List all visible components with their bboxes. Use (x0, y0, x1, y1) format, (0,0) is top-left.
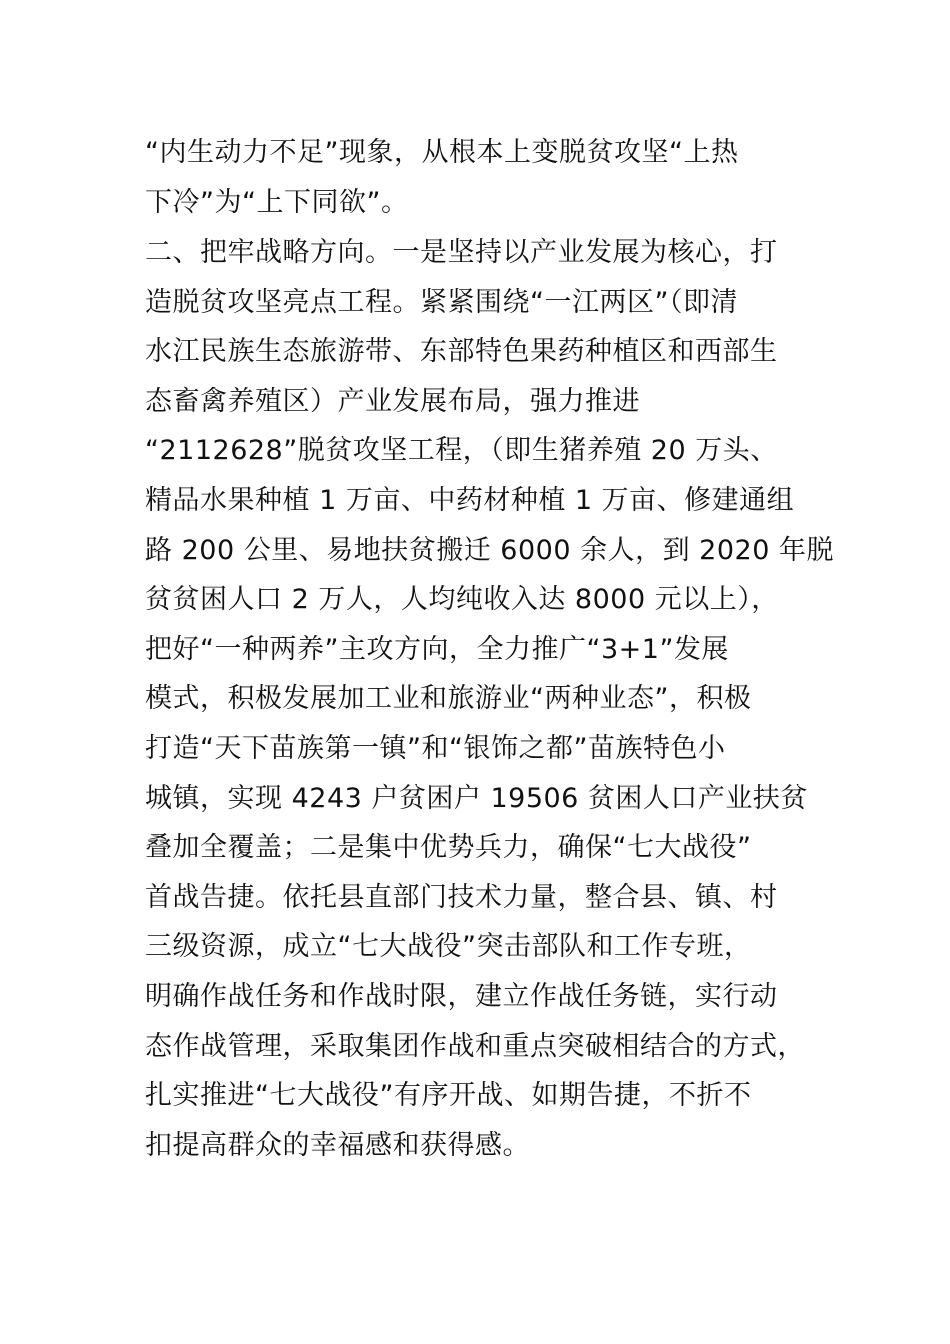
text-line: 扎实推进“七大战役”有序开战、如期告捷，不折不 (145, 1080, 752, 1112)
text-line: 下冷”为“上下同欲”。 (145, 186, 409, 218)
text-line: 模式，积极发展加工业和旅游业“两种业态”，积极 (145, 683, 752, 715)
text-line: 明确作战任务和作战时限，建立作战任务链，实行动 (145, 980, 778, 1012)
text-line: 态畜禽养殖区）产业发展布局，强力推进 (145, 385, 640, 417)
paragraph-2 (145, 228, 834, 1170)
text-line: 打造“天下苗族第一镇”和“银饰之都”苗族特色小 (145, 732, 726, 764)
text-line: 二、把牢战略方向。一是坚持以产业发展为核心，打 (145, 237, 778, 268)
text-line: 把好“一种两养”主攻方向，全力推广“3+1”发展 (145, 633, 729, 665)
text-line: 贫贫困人口 2 万人，人均纯收入达 8000 元以上）， (145, 584, 779, 616)
text-line: 精品水果种植 1 万亩、中药材种植 1 万亩、修建通组 (145, 484, 795, 516)
text-line: 扣提高群众的幸福感和获得感。 (145, 1129, 530, 1161)
text-line: 叠加全覆盖；二是集中优势兵力，确保“七大战役” (145, 832, 752, 864)
text-line: 三级资源，成立“七大战役”突击部队和工作专班， (145, 931, 752, 963)
text-line: 首战告捷。依托县直部门技术力量，整合县、镇、村 (145, 881, 778, 913)
text-line: 路 200 公里、易地扶贫搬迁 6000 余人，到 2020 年脱 (145, 534, 834, 566)
text-line: “内生动力不足”现象，从根本上变脱贫攻坚“上热 (145, 137, 739, 168)
text-line: 水江民族生态旅游带、东部特色果药种植区和西部生 (145, 336, 778, 368)
text-line: 造脱贫攻坚亮点工程。紧紧围绕“一江两区”（即清 (145, 286, 738, 318)
text-line: 城镇，实现 4243 户贫困户 19506 贫困人口产业扶贫 (145, 782, 808, 814)
paragraph-1 (145, 128, 825, 227)
text-line: “2112628”脱贫攻坚工程，（即生猪养殖 20 万头、 (145, 435, 778, 467)
text-line: 态作战管理，采取集团作战和重点突破相结合的方式， (145, 1030, 805, 1062)
